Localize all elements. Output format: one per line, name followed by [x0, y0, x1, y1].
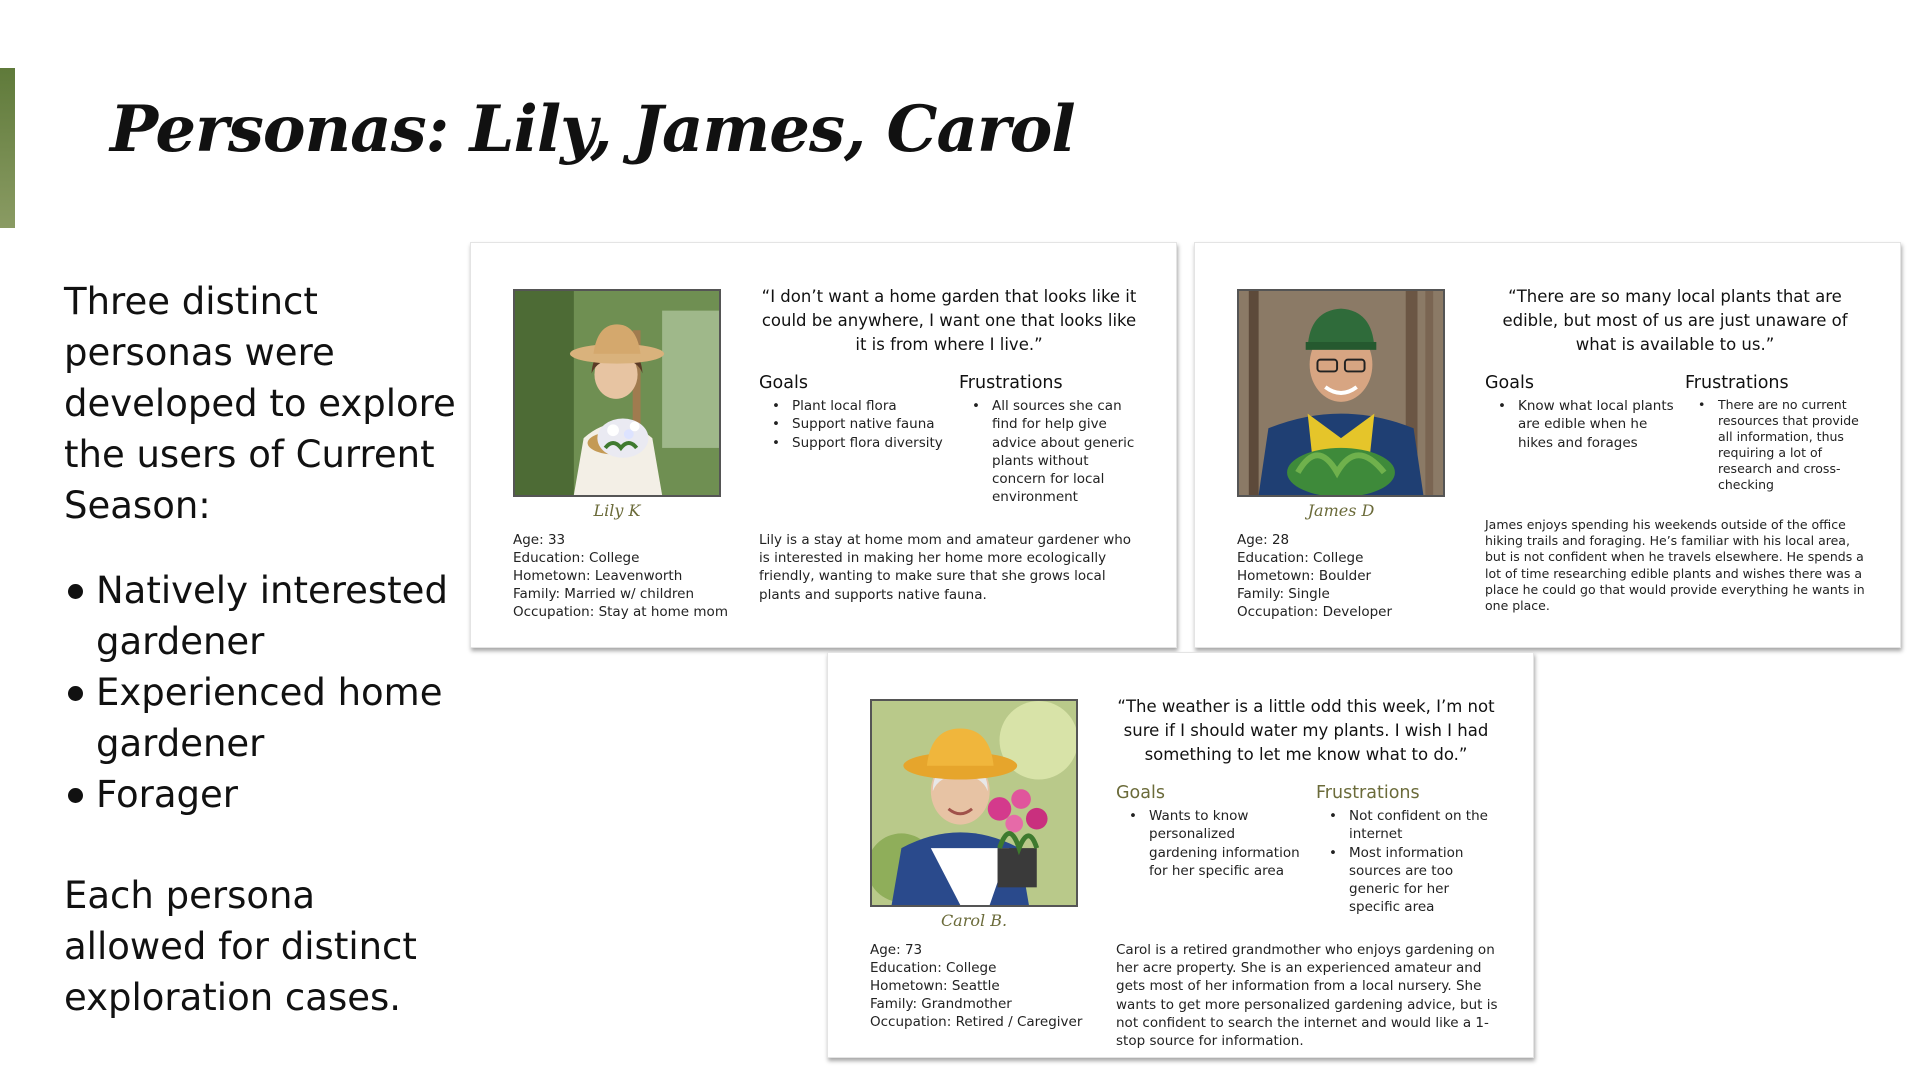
- carol-education: Education: College: [870, 960, 997, 976]
- lily-quote: “I don’t want a home garden that looks like it could be anywhere, I want one that looks like it is from where I live.”: [761, 287, 1137, 354]
- persona-type-item: Natively interested gardener: [64, 565, 464, 667]
- james-occupation: Occupation: Developer: [1237, 604, 1392, 620]
- persona-card-carol: [827, 652, 1534, 1058]
- persona-card-lily: [470, 242, 1177, 648]
- carol-family: Family: Grandmother: [870, 996, 1012, 1012]
- lily-bio: Lily is a stay at home mom and amateur gardener who is interested in making her home more ecologically friendly, wanting to make sure that she grows local plants and supports native fauna.: [759, 532, 1132, 603]
- lily-demographics: [513, 531, 753, 621]
- carol-goals-heading: Goals: [1116, 783, 1165, 803]
- bullet-icon: [68, 584, 83, 599]
- bullet-icon: [68, 788, 83, 803]
- bullet-icon: [68, 686, 83, 701]
- james-education: Education: College: [1237, 550, 1364, 566]
- james-family: Family: Single: [1237, 586, 1330, 602]
- carol-bio: Carol is a retired grandmother who enjoys gardening on her acre property. She is an experienced amateur and gets most of her information from a local nursery. She wants to get more personalized gardening advice, but is not confident to search the internet and would like a 1-stop source for information.: [1116, 942, 1498, 1050]
- frustration-item: • There are no current resources that provide all information, thus requiring a lot of research and cross-checking: [1685, 397, 1860, 493]
- lily-education: Education: College: [513, 550, 640, 566]
- lily-family: Family: Married w/ children: [513, 586, 695, 602]
- carol-frustrations-list: [1316, 807, 1501, 917]
- james-age: Age: 28: [1237, 532, 1290, 548]
- carol-name: Carol B.: [940, 911, 1008, 930]
- carol-hometown: Hometown: Seattle: [870, 978, 1000, 994]
- james-bio: James enjoys spending his weekends outside of the office hiking trails and foraging. He’s familiar with his local area, but is not confident when he travels elsewhere. He spends a lot of time researching edible plants and wishes there was a place he could go that would provide everything he wants in one place.: [1485, 517, 1865, 614]
- james-photo-image: [1239, 291, 1443, 495]
- carol-quote: “The weather is a little odd this week, I’m not sure if I should water my plants. I wish I had something to let me know what to do.”: [1117, 697, 1495, 764]
- james-name: James D: [1307, 501, 1375, 520]
- lily-frustrations-list: [959, 397, 1144, 507]
- goal-item: • Know what local plants are edible when he hikes and forages: [1485, 397, 1675, 452]
- carol-occupation: Occupation: Retired / Caregiver: [870, 1014, 1083, 1030]
- persona-card-james: [1194, 242, 1901, 648]
- james-demographics: [1237, 531, 1477, 621]
- james-goals-heading: Goals: [1485, 373, 1534, 393]
- carol-goals-list: [1116, 807, 1306, 880]
- goal-item: • Support flora diversity: [759, 434, 949, 452]
- lily-frustrations-heading: Frustrations: [959, 373, 1063, 393]
- lily-name: Lily K: [593, 501, 641, 520]
- lily-photo-image: [515, 291, 719, 495]
- persona-type-item: Forager: [64, 769, 464, 820]
- james-frustrations-heading: Frustrations: [1685, 373, 1789, 393]
- lily-hometown: Hometown: Leavenworth: [513, 568, 683, 584]
- james-goals-list: [1485, 397, 1675, 452]
- slide-title: Personas: Lily, James, Carol: [110, 92, 1075, 167]
- lily-goals-heading: Goals: [759, 373, 808, 393]
- intro-paragraph: Three distinct personas were developed to explore the users of Current Season:: [64, 280, 456, 527]
- frustration-item: • All sources she can find for help give advice about generic plants without concern for local environment: [959, 397, 1144, 507]
- carol-frustrations-heading: Frustrations: [1316, 783, 1420, 803]
- goal-item: • Support native fauna: [759, 415, 949, 433]
- persona-type-item: Experienced home gardener: [64, 667, 464, 769]
- lily-age: Age: 33: [513, 532, 566, 548]
- goal-item: • Plant local flora: [759, 397, 949, 415]
- frustration-item: • Not confident on the internet: [1316, 807, 1501, 844]
- carol-photo: [870, 699, 1078, 907]
- lily-photo: [513, 289, 721, 497]
- frustration-item: • Most information sources are too generic for her specific area: [1316, 844, 1501, 917]
- carol-photo-image: [872, 701, 1076, 905]
- carol-demographics: [870, 941, 1110, 1031]
- james-photo: [1237, 289, 1445, 497]
- summary-text: [64, 276, 464, 1023]
- james-hometown: Hometown: Boulder: [1237, 568, 1372, 584]
- accent-bar: [0, 68, 15, 228]
- outro-paragraph: Each persona allowed for distinct exploration cases.: [64, 874, 417, 1019]
- james-frustrations-list: [1685, 397, 1860, 493]
- james-quote: “There are so many local plants that are edible, but most of us are just unaware of what is available to us.”: [1502, 287, 1848, 354]
- goal-item: • Wants to know personalized gardening information for her specific area: [1116, 807, 1306, 880]
- persona-type-list: [64, 565, 464, 820]
- lily-occupation: Occupation: Stay at home mom: [513, 604, 728, 620]
- lily-goals-list: [759, 397, 949, 452]
- carol-age: Age: 73: [870, 942, 923, 958]
